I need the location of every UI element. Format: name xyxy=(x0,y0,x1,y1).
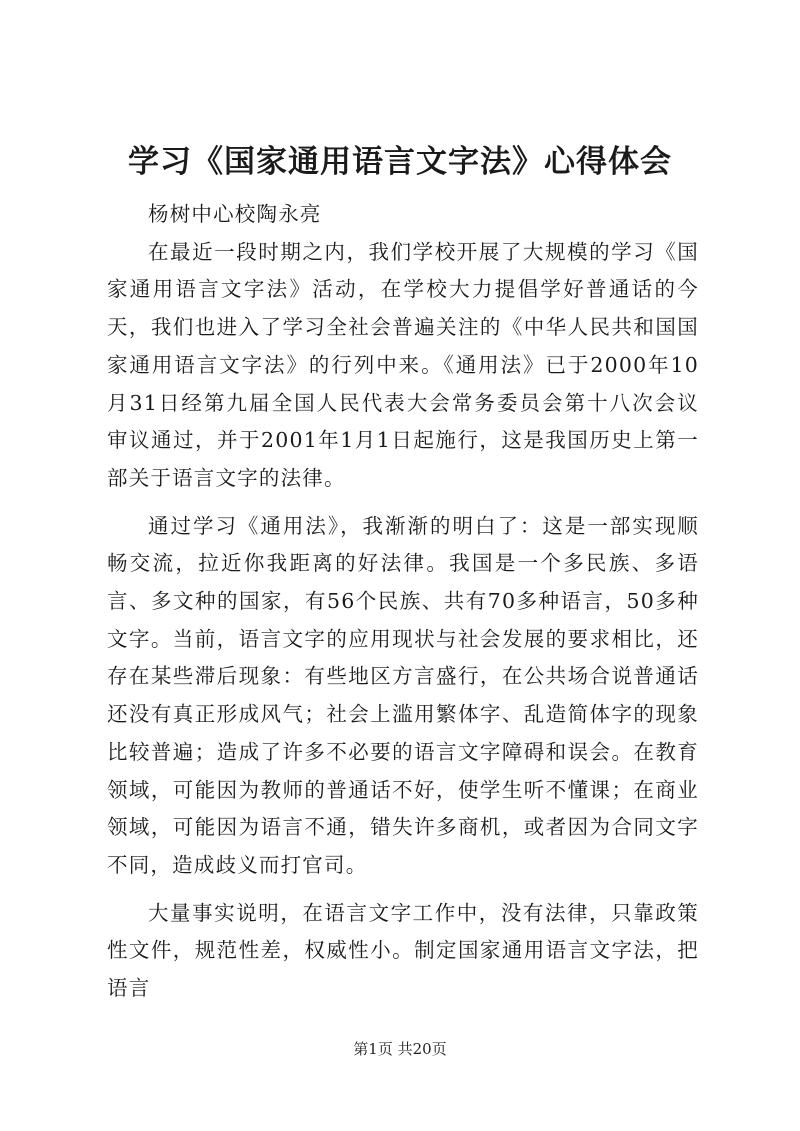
page-number-footer: 第1页 共20页 xyxy=(353,1040,447,1058)
document-body xyxy=(107,196,699,1008)
author-line: 杨树中心校陶永亮 xyxy=(148,202,322,226)
paragraph-2: 通过学习《通用法》，我渐渐的明白了：这是一部实现顺畅交流，拉近你我距离的好法律。我国是一个多民族、多语言、多文种的国家，有56个民族、共有70多种语言，50多种文字。当前，语言文字的应用现状与社会发展的要求相比，还存在某些滞后现象：有些地区方言盛行，在公共场合说普通话还没有真正形成风气；社会上滥用繁体字、乱造简体字的现象比较普遍；造成了许多不必要的语言文字障碍和误会。在教育领域，可能因为教师的普通话不好，使学生听不懂课；在商业领域，可能因为语言不通，错失许多商机，或者因为合同文字不同，造成歧义而打官司。 xyxy=(107,513,699,877)
document-title: 学习《国家通用语言文字法》心得体会 xyxy=(128,144,672,180)
paragraph-1: 在最近一段时期之内，我们学校开展了大规模的学习《国家通用语言文字法》活动，在学校大力提倡学好普通话的今天，我们也进入了学习全社会普遍关注的《中华人民共和国国家通用语言文字法》的行列中来。《通用法》已于2000年10月31日经第九届全国人民代表大会常务委员会第十八次会议审议通过，并于2001年1月1日起施行，这是我国历史上第一部关于语言文字的法律。 xyxy=(107,239,699,490)
paragraph-3: 大量事实说明，在语言文字工作中，没有法律，只靠政策性文件，规范性差，权威性小。制定国家通用语言文字法，把语言 xyxy=(107,900,699,1001)
